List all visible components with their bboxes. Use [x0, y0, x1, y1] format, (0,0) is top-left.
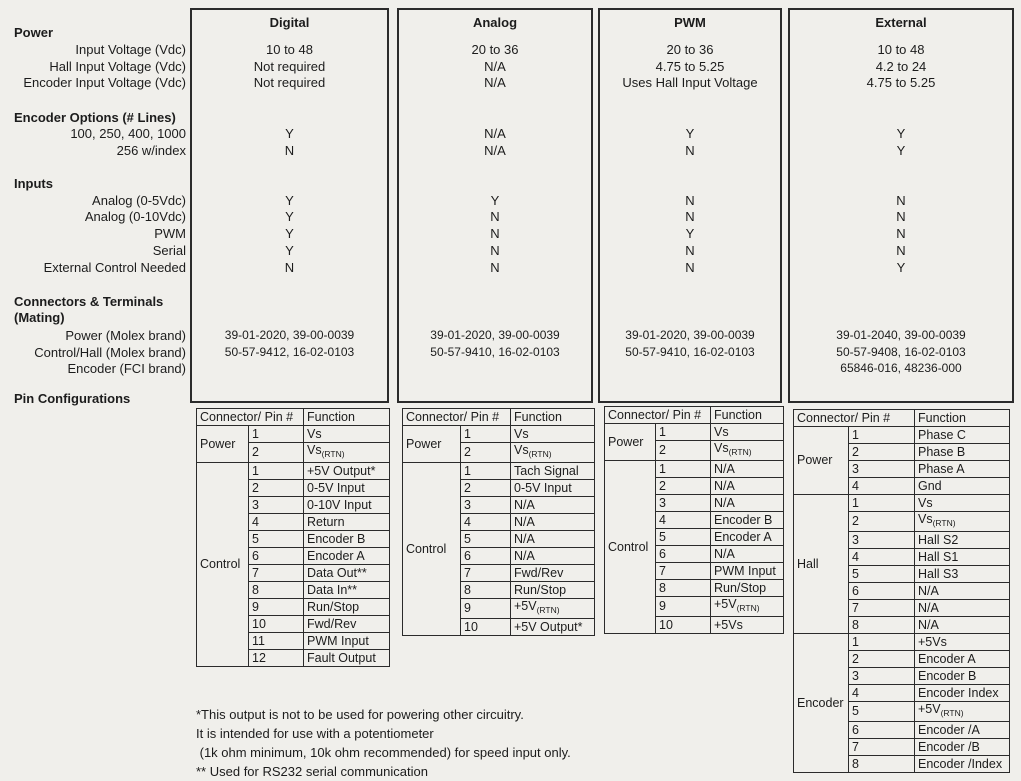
row-label-connectors-2: Encoder (FCI brand) [67, 361, 186, 376]
digital-encoder-value-1: N [284, 143, 295, 158]
pin-number-cell: 5 [461, 531, 511, 548]
analog-input-value-1: N [490, 209, 500, 224]
pin-number-cell: 3 [849, 532, 915, 549]
pin-number-cell: 2 [249, 480, 304, 497]
pin-function-cell: N/A [711, 461, 784, 478]
pin-function-cell: Encoder B [915, 668, 1010, 685]
pwm-input-value-2: Y [685, 226, 695, 241]
pin-table-header-function: Function [304, 409, 390, 426]
pin-number-cell: 2 [461, 443, 511, 463]
pin-function-cell: $Vs_{(RTN)}$ [915, 512, 1010, 532]
connector-group-label-power: Power [605, 424, 656, 461]
pin-row [605, 461, 784, 478]
pin-function-cell: Encoder A [711, 529, 784, 546]
pin-table-digital [196, 408, 390, 667]
pin-table-header-connector-pin: Connector/ Pin # [403, 409, 511, 426]
pin-number-cell: 5 [249, 531, 304, 548]
analog-encoder-value-0: N/A [484, 126, 506, 141]
pin-function-cell: Encoder /B [915, 739, 1010, 756]
pin-function-cell: Hall S2 [915, 532, 1010, 549]
pin-table-pwm [604, 406, 784, 634]
section-header-encoder_options: Encoder Options (# Lines) [14, 110, 176, 125]
connector-group-label-control: Control [605, 461, 656, 634]
analog-input-value-0: Y [490, 193, 500, 208]
pin-number-cell: 3 [249, 497, 304, 514]
pin-number-cell: 8 [461, 582, 511, 599]
pin-number-cell: 8 [249, 582, 304, 599]
footnote-line-0: *This output is not to be used for powering other circuitry. [196, 707, 524, 722]
pin-function-cell: 0-5V Input [511, 480, 595, 497]
pin-function-cell: Data Out** [304, 565, 390, 582]
pin-number-cell: 1 [249, 463, 304, 480]
row-label-power-2: Encoder Input Voltage (Vdc) [23, 75, 186, 90]
footnote-line-2: (1k ohm minimum, 10k ohm recommended) for speed input only. [196, 745, 571, 760]
pin-function-cell: Gnd [915, 478, 1010, 495]
pin-number-cell: 7 [249, 565, 304, 582]
digital-input-value-4: N [284, 260, 295, 275]
row-label-connectors-0: Power (Molex brand) [65, 328, 186, 343]
external-input-value-1: N [896, 209, 906, 224]
digital-power-value-2: Not required [253, 75, 326, 90]
pin-number-cell: 12 [249, 650, 304, 667]
section-header-pin-configurations: Pin Configurations [14, 391, 131, 406]
pin-function-cell: Fault Output [304, 650, 390, 667]
pin-row [794, 495, 1010, 512]
pin-table-header-connector-pin: Connector/ Pin # [197, 409, 304, 426]
pin-function-cell: $+5V_{(RTN)}$ [711, 597, 784, 617]
pin-number-cell: 1 [849, 427, 915, 444]
pin-row [403, 426, 595, 443]
pin-function-cell: Phase A [915, 461, 1010, 478]
pin-number-cell: 6 [461, 548, 511, 565]
pin-function-cell: Phase C [915, 427, 1010, 444]
pin-function-cell: +5Vs [915, 634, 1010, 651]
pin-number-cell: 5 [849, 566, 915, 583]
pwm-input-value-4: N [685, 260, 695, 275]
pin-number-cell: 1 [656, 461, 711, 478]
pin-number-cell: 1 [656, 424, 711, 441]
row-label-power-1: Hall Input Voltage (Vdc) [49, 59, 186, 74]
pin-function-cell: Tach Signal [511, 463, 595, 480]
pin-number-cell: 7 [461, 565, 511, 582]
analog-encoder-value-1: N/A [484, 143, 506, 158]
pin-function-cell: Return [304, 514, 390, 531]
pin-number-cell: 4 [461, 514, 511, 531]
pin-function-cell: Encoder B [711, 512, 784, 529]
connector-group-label-control: Control [403, 463, 461, 636]
section-header-power: Power [14, 25, 54, 40]
pin-number-cell: 10 [656, 617, 711, 634]
subscript-label: (RTN) [940, 708, 964, 718]
pwm-connector-value-0: 39-01-2020, 39-00-0039 [625, 328, 755, 342]
pin-number-cell: 5 [849, 702, 915, 722]
pin-function-cell: Encoder Index [915, 685, 1010, 702]
pin-function-cell: Vs [304, 426, 390, 443]
pin-function-cell: $Vs_{(RTN)}$ [511, 443, 595, 463]
pwm-encoder-value-1: N [685, 143, 695, 158]
pin-number-cell: 2 [461, 480, 511, 497]
pin-number-cell: 4 [849, 478, 915, 495]
pin-function-cell: Run/Stop [711, 580, 784, 597]
pin-number-cell: 9 [461, 599, 511, 619]
connector-group-label-power: Power [794, 427, 849, 495]
pin-number-cell: 11 [249, 633, 304, 650]
pin-table-header-function: Function [511, 409, 595, 426]
digital-input-value-3: Y [285, 243, 294, 258]
pin-function-cell: $Vs_{(RTN)}$ [304, 443, 390, 463]
external-connector-value-1: 50-57-9408, 16-02-0103 [836, 345, 966, 359]
pin-number-cell: 4 [249, 514, 304, 531]
column-title-pwm: PWM [674, 15, 706, 30]
pin-number-cell: 1 [461, 426, 511, 443]
subscript-label: (RTN) [728, 447, 752, 457]
pin-function-cell: +5V Output* [304, 463, 390, 480]
pin-number-cell: 2 [656, 478, 711, 495]
pin-function-cell: Run/Stop [304, 599, 390, 616]
pin-number-cell: 3 [461, 497, 511, 514]
pin-function-cell: N/A [711, 495, 784, 512]
pin-number-cell: 2 [849, 444, 915, 461]
column-title-external: External [875, 15, 927, 30]
pin-number-cell: 8 [656, 580, 711, 597]
pin-row [403, 463, 595, 480]
external-connector-value-0: 39-01-2040, 39-00-0039 [836, 328, 966, 342]
pin-table-header-function: Function [711, 407, 784, 424]
pin-function-cell: $+5V_{(RTN)}$ [511, 599, 595, 619]
pin-function-cell: N/A [915, 583, 1010, 600]
connector-group-label-power: Power [197, 426, 249, 463]
pin-number-cell: 1 [249, 426, 304, 443]
pin-number-cell: 2 [849, 651, 915, 668]
pin-table-header-connector-pin: Connector/ Pin # [794, 410, 915, 427]
analog-power-value-2: N/A [484, 75, 506, 90]
digital-encoder-value-0: Y [285, 126, 294, 141]
digital-input-value-0: Y [285, 193, 294, 208]
pin-number-cell: 7 [849, 739, 915, 756]
pin-function-cell: N/A [511, 514, 595, 531]
pin-number-cell: 3 [849, 668, 915, 685]
pin-function-cell: Encoder /A [915, 722, 1010, 739]
pin-number-cell: 4 [656, 512, 711, 529]
analog-input-value-2: N [490, 226, 500, 241]
pin-function-cell: Encoder A [915, 651, 1010, 668]
pin-function-cell: Data In** [304, 582, 390, 599]
analog-connector-value-0: 39-01-2020, 39-00-0039 [430, 328, 560, 342]
analog-input-value-3: N [490, 243, 500, 258]
analog-power-value-0: 20 to 36 [471, 42, 519, 57]
connector-group-label-power: Power [403, 426, 461, 463]
pwm-power-value-2: Uses Hall Input Voltage [622, 75, 758, 90]
external-connector-value-2: 65846-016, 48236-000 [840, 361, 962, 375]
pin-number-cell: 9 [249, 599, 304, 616]
connector-group-label-encoder: Encoder [794, 634, 849, 773]
pin-number-cell: 8 [849, 617, 915, 634]
row-label-inputs-4: External Control Needed [43, 260, 186, 275]
pin-function-cell: 0-5V Input [304, 480, 390, 497]
pin-number-cell: 10 [461, 619, 511, 636]
pin-number-cell: 3 [656, 495, 711, 512]
pwm-power-value-0: 20 to 36 [666, 42, 714, 57]
pin-function-cell: $Vs_{(RTN)}$ [711, 441, 784, 461]
pin-function-cell: N/A [711, 478, 784, 495]
external-input-value-2: N [896, 226, 906, 241]
digital-power-value-0: 10 to 48 [266, 42, 313, 57]
column-title-digital: Digital [269, 15, 310, 30]
pin-number-cell: 6 [849, 583, 915, 600]
pin-number-cell: 1 [849, 495, 915, 512]
pwm-connector-value-1: 50-57-9410, 16-02-0103 [625, 345, 755, 359]
subscript-label: (RTN) [932, 518, 956, 528]
subscript-label: (RTN) [321, 449, 345, 459]
pin-row [197, 463, 390, 480]
external-power-value-1: 4.2 to 24 [875, 59, 927, 74]
pin-function-cell: Vs [915, 495, 1010, 512]
pin-table-header-function: Function [915, 410, 1010, 427]
row-label-connectors-1: Control/Hall (Molex brand) [34, 345, 186, 360]
pin-function-cell: Encoder B [304, 531, 390, 548]
pwm-encoder-value-0: Y [685, 126, 695, 141]
pin-number-cell: 8 [849, 756, 915, 773]
external-encoder-value-1: Y [896, 143, 906, 158]
pin-number-cell: 3 [849, 461, 915, 478]
row-label-encoder_options-0: 100, 250, 400, 1000 [70, 126, 186, 141]
pin-number-cell: 5 [656, 529, 711, 546]
pin-number-cell: 9 [656, 597, 711, 617]
external-encoder-value-0: Y [896, 126, 906, 141]
section-header-connectors: Connectors & Terminals [14, 294, 164, 309]
pin-function-cell: Hall S3 [915, 566, 1010, 583]
pin-function-cell: N/A [915, 600, 1010, 617]
pin-row [605, 424, 784, 441]
subscript-label: (RTN) [528, 449, 552, 459]
pin-function-cell: +5V Output* [511, 619, 595, 636]
pin-function-cell: N/A [711, 546, 784, 563]
analog-connector-value-1: 50-57-9410, 16-02-0103 [430, 345, 560, 359]
analog-power-value-1: N/A [484, 59, 506, 74]
digital-power-value-1: Not required [253, 59, 326, 74]
pin-function-cell: 0-10V Input [304, 497, 390, 514]
footnote-line-3: ** Used for RS232 serial communication [196, 764, 428, 779]
pin-row [794, 634, 1010, 651]
pin-function-cell: Encoder A [304, 548, 390, 565]
pin-function-cell: N/A [511, 497, 595, 514]
pin-number-cell: 1 [849, 634, 915, 651]
pin-number-cell: 10 [249, 616, 304, 633]
pin-table-analog [402, 408, 595, 636]
connector-group-label-hall: Hall [794, 495, 849, 634]
digital-connector-value-0: 39-01-2020, 39-00-0039 [224, 328, 355, 342]
subscript-label: (RTN) [736, 603, 760, 613]
pin-number-cell: 2 [656, 441, 711, 461]
pin-function-cell: $+5V_{(RTN)}$ [915, 702, 1010, 722]
pin-number-cell: 7 [849, 600, 915, 617]
pin-function-cell: Hall S1 [915, 549, 1010, 566]
pin-function-cell: Encoder /Index [915, 756, 1010, 773]
subscript-label: (RTN) [536, 605, 560, 615]
pin-number-cell: 6 [249, 548, 304, 565]
column-title-analog: Analog [472, 15, 518, 30]
row-label-inputs-1: Analog (0-10Vdc) [84, 209, 186, 224]
pin-number-cell: 2 [849, 512, 915, 532]
pin-function-cell: Fwd/Rev [511, 565, 595, 582]
pin-row [794, 427, 1010, 444]
digital-input-value-1: Y [285, 209, 294, 224]
external-input-value-0: N [896, 193, 906, 208]
external-input-value-3: N [896, 243, 906, 258]
row-label-inputs-0: Analog (0-5Vdc) [92, 193, 186, 208]
pin-function-cell: N/A [511, 531, 595, 548]
pwm-input-value-3: N [685, 243, 695, 258]
section-header-inputs: Inputs [14, 176, 53, 191]
pin-row [197, 426, 390, 443]
pin-number-cell: 4 [849, 549, 915, 566]
pwm-input-value-0: N [685, 193, 695, 208]
pwm-input-value-1: N [685, 209, 695, 224]
pin-function-cell: N/A [511, 548, 595, 565]
pin-number-cell: 6 [656, 546, 711, 563]
pin-function-cell: Vs [711, 424, 784, 441]
row-label-encoder_options-1: 256 w/index [116, 143, 186, 158]
pin-function-cell: PWM Input [711, 563, 784, 580]
footnote-line-1: It is intended for use with a potentiometer [196, 726, 434, 741]
external-input-value-4: Y [896, 260, 906, 275]
pin-table-header-connector-pin: Connector/ Pin # [605, 407, 711, 424]
connector-group-label-control: Control [197, 463, 249, 667]
pin-number-cell: 2 [249, 443, 304, 463]
pin-number-cell: 1 [461, 463, 511, 480]
pwm-power-value-1: 4.75 to 5.25 [655, 59, 725, 74]
external-power-value-2: 4.75 to 5.25 [866, 75, 936, 90]
pin-function-cell: N/A [915, 617, 1010, 634]
pin-table-external [793, 409, 1010, 773]
analog-input-value-4: N [490, 260, 500, 275]
pin-function-cell: +5Vs [711, 617, 784, 634]
digital-connector-value-1: 50-57-9412, 16-02-0103 [224, 345, 355, 359]
pin-function-cell: PWM Input [304, 633, 390, 650]
pin-function-cell: Fwd/Rev [304, 616, 390, 633]
external-power-value-0: 10 to 48 [877, 42, 925, 57]
section-subheader-connectors: (Mating) [14, 310, 65, 325]
pin-function-cell: Run/Stop [511, 582, 595, 599]
pin-function-cell: Vs [511, 426, 595, 443]
pin-number-cell: 6 [849, 722, 915, 739]
row-label-power-0: Input Voltage (Vdc) [75, 42, 186, 57]
digital-input-value-2: Y [285, 226, 294, 241]
pin-number-cell: 4 [849, 685, 915, 702]
row-label-inputs-2: PWM [154, 226, 186, 241]
pin-function-cell: Phase B [915, 444, 1010, 461]
row-label-inputs-3: Serial [152, 243, 186, 258]
pin-number-cell: 7 [656, 563, 711, 580]
